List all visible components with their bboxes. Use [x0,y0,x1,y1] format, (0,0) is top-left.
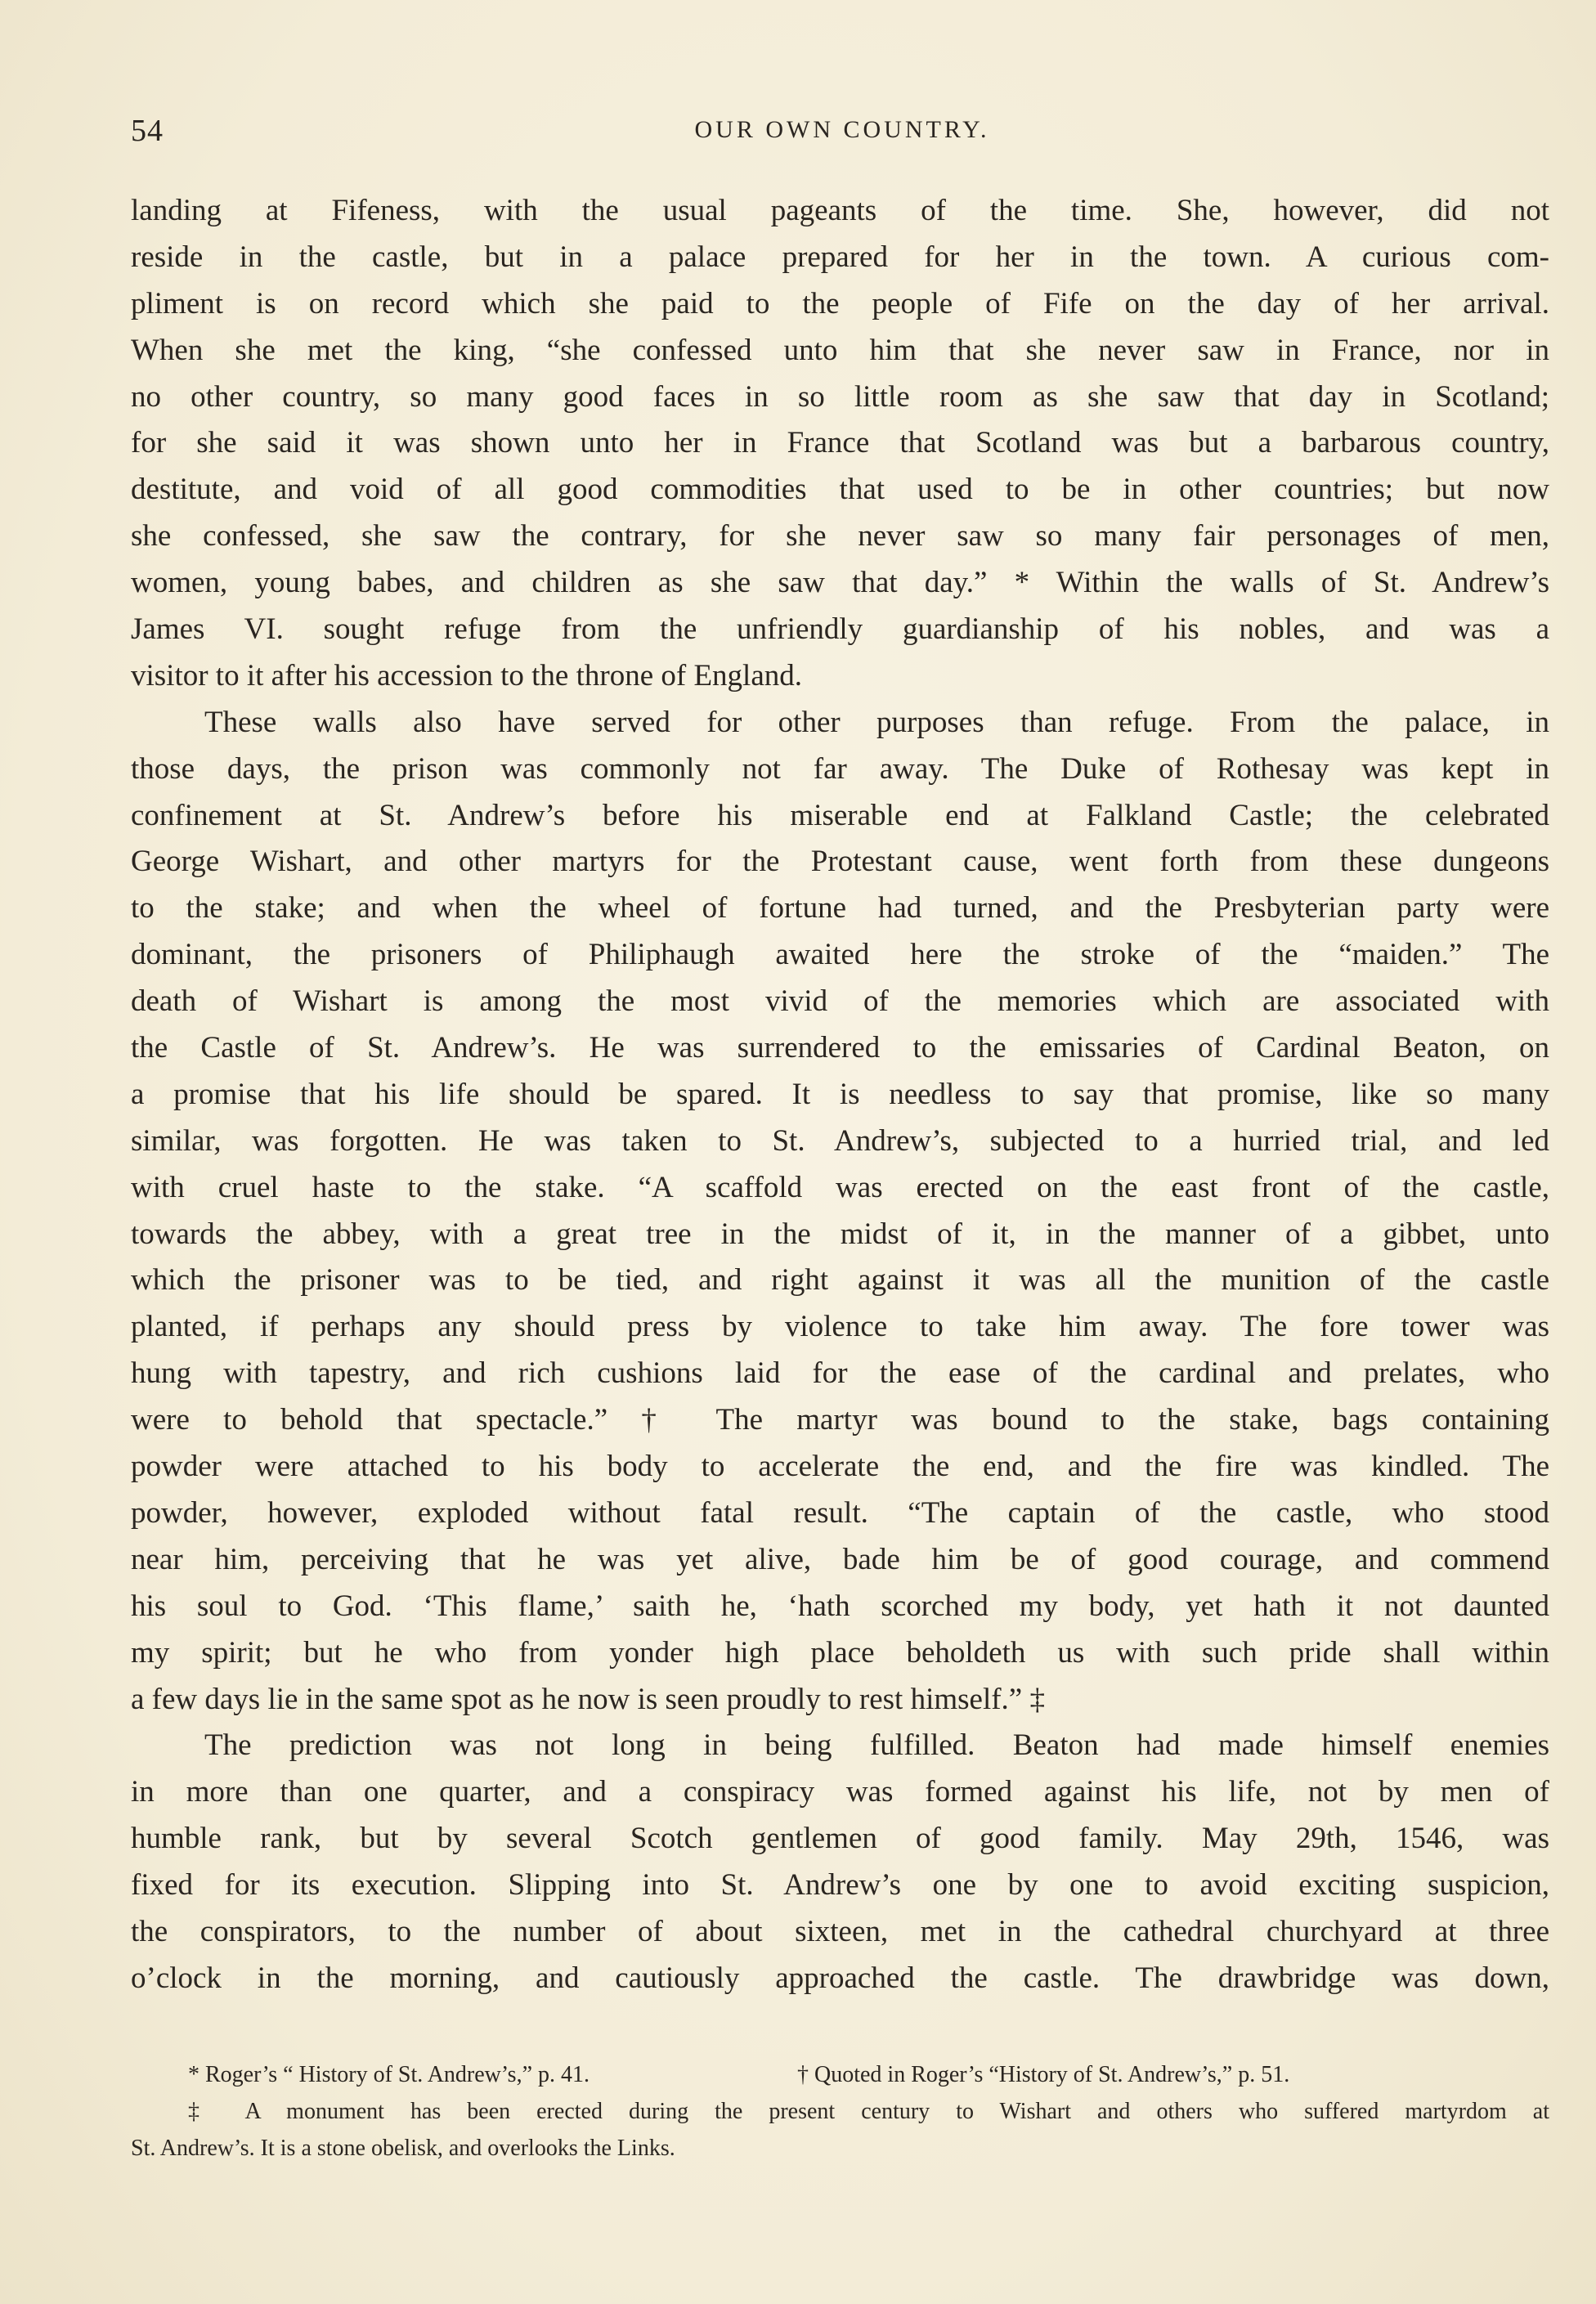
text-line: George Wishart, and other martyrs for the Protestant cause, went forth from these dungeons [131,845,1549,879]
footnote-3-line-2: St. Andrew’s. It is a stone obelisk, and overlooks the Links. [131,2136,675,2161]
text-line: women, young babes, and children as she saw that day.” * Within the walls of St. Andrew’s [131,566,1549,600]
text-line: near him, perceiving that he was yet alive, bade him be of good courage, and commend [131,1542,1549,1576]
text-line: confinement at St. Andrew’s before his miserable end at Falkland Castle; the celebrated [131,798,1549,832]
text-line: humble rank, but by several Scotch gentlemen of good family. May 29th, 1546, was [131,1822,1549,1856]
text-line: The prediction was not long in being fulfilled. Beaton had made himself enemies [204,1728,1549,1763]
text-line: to the stake; and when the wheel of fortune had turned, and the Presbyterian party were [131,891,1549,926]
text-line: powder, however, exploded without fatal result. “The captain of the castle, who stood [131,1495,1549,1530]
body-text [131,188,1549,2002]
text-line: o’clock in the morning, and cautiously approached the castle. The drawbridge was down, [131,1961,1549,1995]
text-line: These walls also have served for other purposes than refuge. From the palace, in [204,705,1549,739]
text-line: When she met the king, “she confessed unto him that she never saw in France, nor in [131,333,1549,367]
text-line: death of Wishart is among the most vivid of the memories which are associated with [131,984,1549,1019]
text-line: were to behold that spectacle.” † The martyr was bound to the stake, bags containing [131,1403,1549,1437]
page-header [131,113,1553,154]
text-line: a promise that his life should be spared. It is needless to say that promise, like so many [131,1077,1549,1111]
text-line: in more than one quarter, and a conspiracy was formed against his life, not by men of [131,1775,1549,1809]
text-line: which the prisoner was to be tied, and right against it was all the munition of the castle [131,1263,1549,1298]
text-line: she confessed, she saw the contrary, for she never saw so many fair personages of men, [131,519,1549,554]
text-line: my spirit; but he who from yonder high place beholdeth us with such pride shall within [131,1635,1549,1670]
text-line: hung with tapestry, and rich cushions laid for the ease of the cardinal and prelates, who [131,1356,1549,1391]
text-line: landing at Fifeness, with the usual pageants of the time. She, however, did not [131,194,1549,227]
footnote-3-line-1: ‡ A monument has been erected during the present century to Wishart and others who suffered martyrdom at [188,2099,1549,2124]
text-line: dominant, the prisoners of Philiphaugh awaited here the stroke of the “maiden.” The [131,938,1549,972]
footnote-2: † Quoted in Roger’s “History of St. Andrew’s,” p. 51. [797,2062,1290,2087]
text-line: no other country, so many good faces in so little room as she saw that day in Scotland; [131,379,1549,414]
text-line: a few days lie in the same spot as he now is seen proudly to rest himself.” ‡ [131,1682,1045,1716]
text-line: reside in the castle, but in a palace prepared for her in the town. A curious com- [131,240,1549,274]
text-line: visitor to it after his accession to the throne of England. [131,658,802,693]
text-line: with cruel haste to the stake. “A scaffold was erected on the east front of the castle, [131,1170,1549,1204]
text-line: James VI. sought refuge from the unfriendly guardianship of his nobles, and was a [131,612,1549,647]
footnotes [131,2056,1549,2167]
text-line: the Castle of St. Andrew’s. He was surrendered to the emissaries of Cardinal Beaton, on [131,1031,1549,1065]
page-number: 54 [131,114,164,148]
footnote-1: * Roger’s “ History of St. Andrew’s,” p. 41. [188,2062,590,2087]
text-line: planted, if perhaps any should press by violence to take him away. The fore tower was [131,1310,1549,1344]
running-title: OUR OWN COUNTRY. [694,116,990,143]
text-line: for she said it was shown unto her in France that Scotland was but a barbarous country, [131,426,1549,460]
footnote-line [131,2056,1549,2093]
text-line: towards the abbey, with a great tree in the midst of it, in the manner of a gibbet, unto [131,1217,1549,1251]
text-line: fixed for its execution. Slipping into St. Andrew’s one by one to avoid exciting suspicion, [131,1868,1549,1903]
text-line: powder were attached to his body to accelerate the end, and the fire was kindled. The [131,1450,1549,1484]
text-line: pliment is on record which she paid to the people of Fife on the day of her arrival. [131,286,1549,320]
text-line: his soul to God. ‘This flame,’ saith he, ‘hath scorched my body, yet hath it not daunted [131,1589,1549,1623]
text-line: those days, the prison was commonly not far away. The Duke of Rothesay was kept in [131,751,1549,786]
text-line: the conspirators, to the number of about sixteen, met in the cathedral churchyard at three [131,1914,1549,1948]
text-line: similar, was forgotten. He was taken to St. Andrew’s, subjected to a hurried trial, and led [131,1123,1549,1158]
text-line: destitute, and void of all good commodities that used to be in other countries; but now [131,473,1549,507]
